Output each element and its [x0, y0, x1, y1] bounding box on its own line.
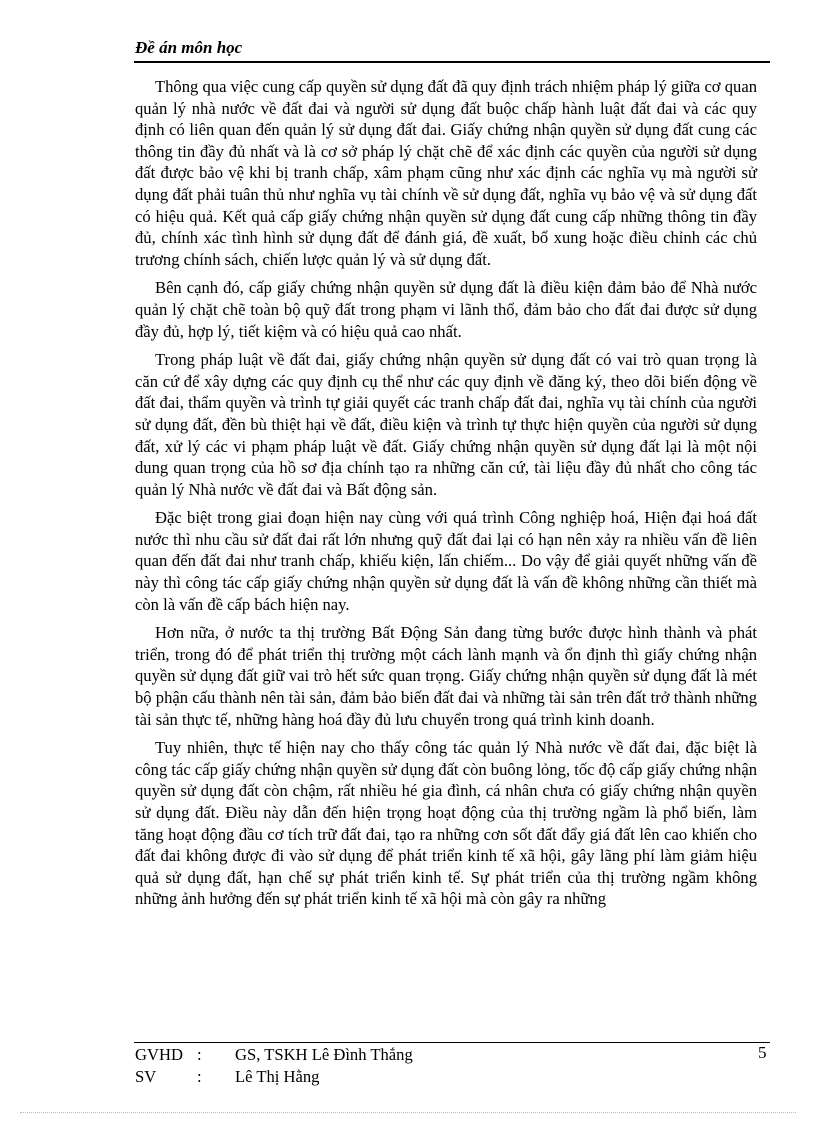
body-text	[135, 76, 757, 910]
page-bottom-border	[20, 1112, 796, 1113]
paragraph: Trong pháp luật về đất đai, giấy chứng nhận quyền sử dụng đất có vai trò quan trọng là căn cứ để xây dựng các quy định cụ thể như các quy định về đăng ký, theo dõi biến động về đất đai, thẩm quyền và trình tự giải quyết các tranh chấp đất đai, nghĩa vụ tài chính của người sử dụng đất, đền bù thiệt hại về đất, điều kiện và trình tự thực hiện quyền của người sử dụng đất, xử lý các vi phạm pháp luật về đất. Giấy chứng nhận quyền sử dụng đất lại là một nội dung quan trọng của hồ sơ địa chính tạo ra những căn cứ, tài liệu đầy đủ nhất cho công tác quản lý Nhà nước về đất đai và Bất động sản.	[135, 350, 757, 499]
header-divider	[134, 61, 770, 63]
footer-divider	[134, 1042, 770, 1043]
student-colon: :	[197, 1067, 202, 1086]
student-name: Lê Thị Hằng	[235, 1067, 320, 1086]
advisor-name: GS, TSKH Lê Đình Thắng	[235, 1045, 413, 1064]
footer-advisor	[135, 1045, 413, 1065]
paragraph: Thông qua việc cung cấp quyền sử dụng đất đã quy định trách nhiệm pháp lý giữa cơ quan quản lý nhà nước về đất đai và người sử dụng đất buộc chấp hành luật đất đai và các quy định có liên quan đến quản lý sử dụng đất đai. Giấy chứng nhận quyền sử dụng đất cung các thông tin đầy đủ nhất và là cơ sở pháp lý chặt chẽ để xác định các quyền của người sử dụng đất được bảo vệ khi bị tranh chấp, xâm phạm cũng như xác định các nghĩa vụ mà người sử dụng đất phải tuân thủ như nghĩa vụ tài chính về sử dụng đất, nghĩa vụ bảo vệ và sử dụng đất có hiệu quả. Kết quả cấp giấy chứng nhận quyền sử dụng đất cung cấp những thông tin đầy đủ, chính xác tình hình sử dụng đất để đánh giá, đề xuất, bổ xung hoặc điều chỉnh các chủ trương chính sách, chiến lược quản lý và sử dụng đất.	[135, 77, 757, 269]
advisor-label: GVHD	[135, 1045, 183, 1064]
page-number: 5	[758, 1043, 767, 1062]
footer-student	[135, 1067, 319, 1087]
paragraph: Tuy nhiên, thực tế hiện nay cho thấy công tác quản lý Nhà nước về đất đai, đặc biệt là công tác cấp giấy chứng nhận quyền sử dụng đất còn buông lỏng, tốc độ cấp giấy chứng nhận quyền sử dụng đất còn chậm, rất nhiều hé gia đình, cá nhân chưa có giấy chứng nhận quyền sử dụng đất. Điều này dẫn đến hiện trọng hoạt động của thị trường ngầm là phổ biến, làm tăng hoạt động đầu cơ tích trữ đất đai, tạo ra những cơn sốt đất đẩy giá đất lên cao khiến cho đất đai không được đi vào sử dụng để phát triển kinh tế xã hội, gây lãng phí làm giảm hiệu quả sử dụng đất, hạn chế sự phát triển kinh tế. Sự phát triển của thị trường ngầm không những ảnh hưởng đến sự phát triển kinh tế xã hội mà còn gây ra những	[135, 738, 757, 909]
paragraph: Bên cạnh đó, cấp giấy chứng nhận quyền sử dụng đất là điều kiện đảm bảo để Nhà nước quản lý chặt chẽ toàn bộ quỹ đất trong phạm vi lãnh thổ, đảm bảo cho đất đai được sử dụng đầy đủ, hợp lý, tiết kiệm và có hiệu quả cao nhất.	[135, 278, 757, 341]
advisor-colon: :	[197, 1045, 202, 1064]
paragraph: Đặc biệt trong giai đoạn hiện nay cùng với quá trình Công nghiệp hoá, Hiện đại hoá đất nước thì nhu cầu sử đất đai rất lớn nhưng quỹ đất đai lại có hạn nên xảy ra nhiều vấn đề liên quan đến đất đai như tranh chấp, khiếu kiện, lấn chiếm... Do vậy để giải quyết những vấn đề này thì công tác cấp giấy chứng nhận quyền sử dụng đất là vấn đề không những cần thiết mà còn là vấn đề cấp bách hiện nay.	[135, 508, 757, 614]
paragraph: Hơn nữa, ở nước ta thị trường Bất Động Sản đang từng bước được hình thành và phát triển, trong đó để phát triển thị trường một cách lành mạnh và ổn định thì giấy chứng nhận quyền sử dụng đất giữ vai trò hết sức quan trọng. Giấy chứng nhận quyền sử dụng đất là mét bộ phận cấu thành nên tài sản, đảm bảo biến đất đai và những tài sản trên đất trở thành những tài sản thực tế, những hàng hoá đầy đủ lưu chuyển trong quá trình kinh doanh.	[135, 623, 757, 729]
header-title: Đề án môn học	[135, 38, 243, 57]
student-label: SV	[135, 1067, 157, 1086]
